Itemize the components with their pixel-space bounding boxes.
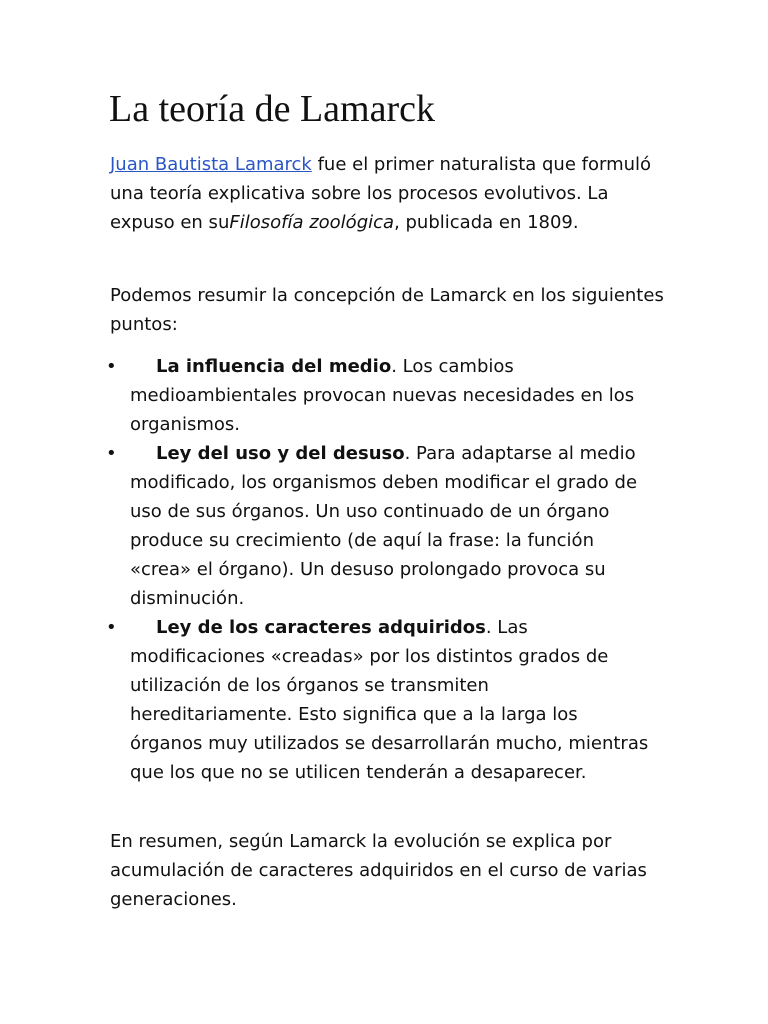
point-term: Ley del uso y del desuso <box>156 443 405 464</box>
bullet-icon: • <box>106 443 117 464</box>
point-text: . Para adaptarse al medio modificado, los organismos deben modificar el grado de uso de sus órganos. Un uso continuado de un órgano produce su crecimiento (de aquí la frase: la función «crea» el órgano). Un desuso prolongado provoca su disminución. <box>130 443 638 609</box>
list-item <box>0 352 650 439</box>
conclusion-paragraph: En resumen, según Lamarck la evolución se explica por acumulación de caracteres adquiridos en el curso de varias generaciones. <box>110 831 647 910</box>
points-list <box>0 352 768 787</box>
point-text: . Los cambios medioambientales provocan nuevas necesidades en los organismos. <box>130 356 635 435</box>
page-title: La teoría de Lamarck <box>109 88 435 130</box>
bullet-icon: • <box>106 617 117 638</box>
point-term: La influencia del medio <box>156 356 392 377</box>
summary-intro-paragraph: Podemos resumir la concepción de Lamarck en los siguientes puntos: <box>110 285 664 335</box>
intro-text-end: , publicada en 1809. <box>394 212 579 233</box>
lamarck-link[interactable]: Juan Bautista Lamarck <box>110 154 312 175</box>
bullet-icon: • <box>106 356 117 377</box>
list-item <box>0 613 650 787</box>
list-item <box>0 439 650 613</box>
book-title: Filosofía zoológica <box>229 212 395 233</box>
intro-text: fue el primer naturalista que formuló una teoría explicativa sobre los procesos evolutivos. La expuso en su <box>110 154 652 233</box>
point-text: . Las modificaciones «creadas» por los distintos grados de utilización de los órganos se transmiten hereditariamente. Esto significa que a la larga los órganos muy utilizados se desarrollarán mucho, mientras que los que no se utilicen tenderán a desaparecer. <box>130 617 649 783</box>
point-term: Ley de los caracteres adquiridos <box>156 617 486 638</box>
intro-paragraph <box>110 150 670 237</box>
